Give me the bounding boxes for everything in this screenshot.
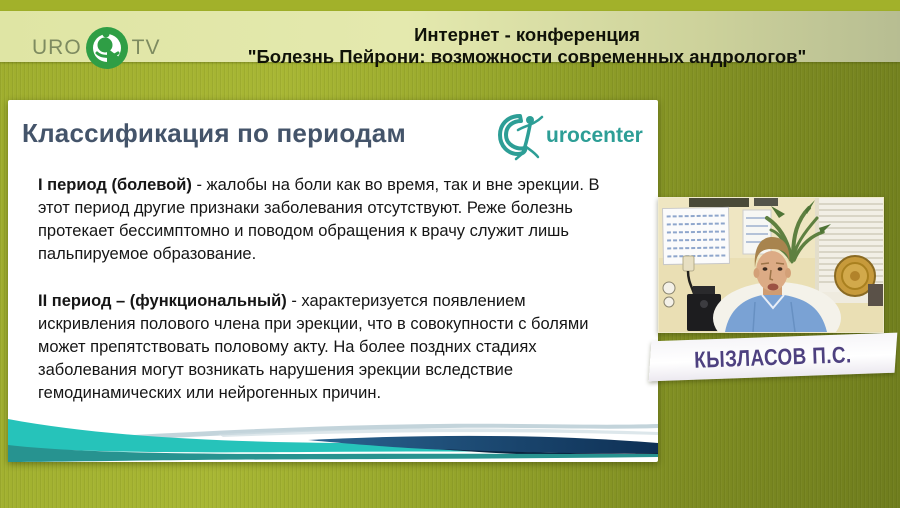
period-2-lead: II период – (функциональный): [38, 292, 287, 310]
webcam-scene: [659, 198, 883, 332]
conference-title-line1: Интернет - конференция: [414, 24, 640, 45]
slide-wave-decoration: [8, 412, 658, 462]
period-1-paragraph: [38, 174, 604, 266]
speaker-name-plate: [649, 333, 898, 382]
header-band: [0, 11, 900, 67]
urotv-logo-tv-text: TV: [131, 36, 161, 59]
period-1-lead: I период (болевой): [38, 176, 192, 194]
conference-title-line2: "Болезнь Пейрони: возможности современных андрологов": [247, 46, 807, 67]
urotv-logo: [32, 28, 161, 68]
urotv-logo-uro-text: URO: [32, 36, 82, 59]
speaker-name: КЫЗЛАСОВ П.С.: [693, 340, 853, 373]
period-1-text: - жалобы на боли как во время, так и вне эрекции. В этот период другие признаки заболевания отсутствуют. Реже болезнь протекает бессимптомно и поводом обращения к врачу служит лишь пальпируемое образование.: [38, 176, 600, 263]
urocenter-logo: [492, 108, 644, 162]
urotv-logo-icon: [85, 26, 129, 70]
speaker-webcam-video: [658, 197, 884, 333]
conference-title: [160, 24, 894, 68]
slide-title: Классификация по периодам: [22, 118, 406, 148]
period-2-text: - характеризуется появлением искривления полового члена при эрекции, что в совокупности с болями может препятствовать половому акту. На более поздних стадиях заболевания могут возникать нарушения эрекции вследствие гемодинамических или нейрогенных причин.: [38, 292, 589, 402]
period-2-paragraph: [38, 290, 604, 405]
urocenter-logo-text: urocenter: [546, 124, 643, 147]
presentation-slide: [8, 100, 658, 462]
header-top-strip: [0, 0, 900, 11]
